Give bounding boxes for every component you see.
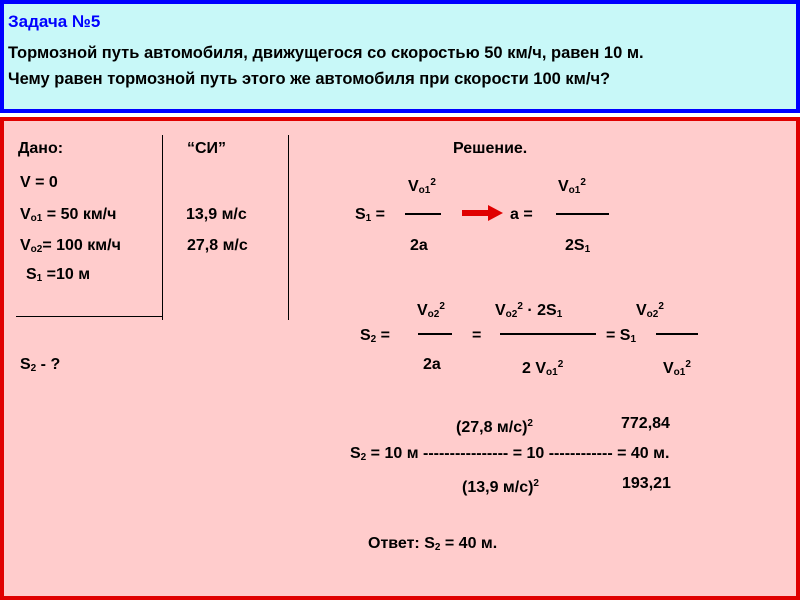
task-title: Задача №5 xyxy=(8,12,101,31)
given-v: V = 0 xyxy=(20,174,58,191)
f3-a-denominator: 2a xyxy=(423,356,441,373)
given-underline xyxy=(16,316,162,317)
f3-b-fraction-bar xyxy=(500,333,596,335)
f2-denominator: $2S_1$ xyxy=(565,237,591,255)
f3-a-numerator: $V_{o2}^2$ xyxy=(417,301,445,320)
task-text-line2: Чему равен тормозной путь этого же автомобиля при скорости 100 км/ч? xyxy=(8,70,611,88)
si-v1: 13,9 м/с xyxy=(186,206,247,223)
f3-c-numerator: $V_{o2}^2$ xyxy=(636,301,664,320)
f1-lhs: $S_1$ = xyxy=(355,206,386,224)
f1-fraction-bar xyxy=(405,213,441,215)
f2-lhs: a = xyxy=(510,206,533,223)
given-heading: Дано: xyxy=(18,140,64,157)
f1-numerator: $V_{o1}^2$ xyxy=(408,177,436,196)
f3-lhs: $S_2$ = xyxy=(360,327,391,345)
si-divider xyxy=(288,135,289,320)
f3-c-denominator: $V_{o1}^2$ xyxy=(663,359,691,378)
f3-equals: = xyxy=(472,327,482,344)
f3-c-fraction-bar xyxy=(656,333,698,335)
f3-b-numerator: $V_{o2}^2 \cdot 2S_1$ xyxy=(495,301,563,320)
arrow-right-icon xyxy=(462,205,504,221)
solution-heading: Решение. xyxy=(453,140,528,157)
given-divider xyxy=(162,135,163,320)
calc-top-right: 772,84 xyxy=(621,415,670,432)
task-text-line1: Тормозной путь автомобиля, движущегося со скоростью 50 км/ч, равен 10 м. xyxy=(8,44,644,62)
calc-bottom-right: 193,21 xyxy=(622,475,671,492)
f3-eq-s1: = $S_1$ xyxy=(606,327,637,345)
si-heading: “СИ” xyxy=(187,140,227,157)
given-vo2: $V_{o2}= 100$ км/ч xyxy=(20,237,121,255)
given-vo1: $V_{o1} = 50$ км/ч xyxy=(20,206,117,224)
calc-main-line: $S_2 = 10$ м ---------------- = 10 ------------ = 40 м. xyxy=(350,445,670,463)
calc-bottom-left: (13,9 м/с)$^2$ xyxy=(462,478,539,496)
given-s2-question: $S_2$ - ? xyxy=(20,356,61,374)
f1-denominator: 2a xyxy=(410,237,428,254)
answer: Ответ: $S_2 = 40$ м. xyxy=(368,535,498,553)
f3-a-fraction-bar xyxy=(418,333,452,335)
f3-b-denominator: 2 $V_{o1}^2$ xyxy=(522,359,564,378)
given-s1: $S_1 =10$ м xyxy=(26,266,91,284)
f2-numerator: $V_{o1}^2$ xyxy=(558,177,586,196)
si-v2: 27,8 м/с xyxy=(187,237,248,254)
f2-fraction-bar xyxy=(556,213,609,215)
calc-top-left: (27,8 м/с)$^2$ xyxy=(456,418,533,436)
